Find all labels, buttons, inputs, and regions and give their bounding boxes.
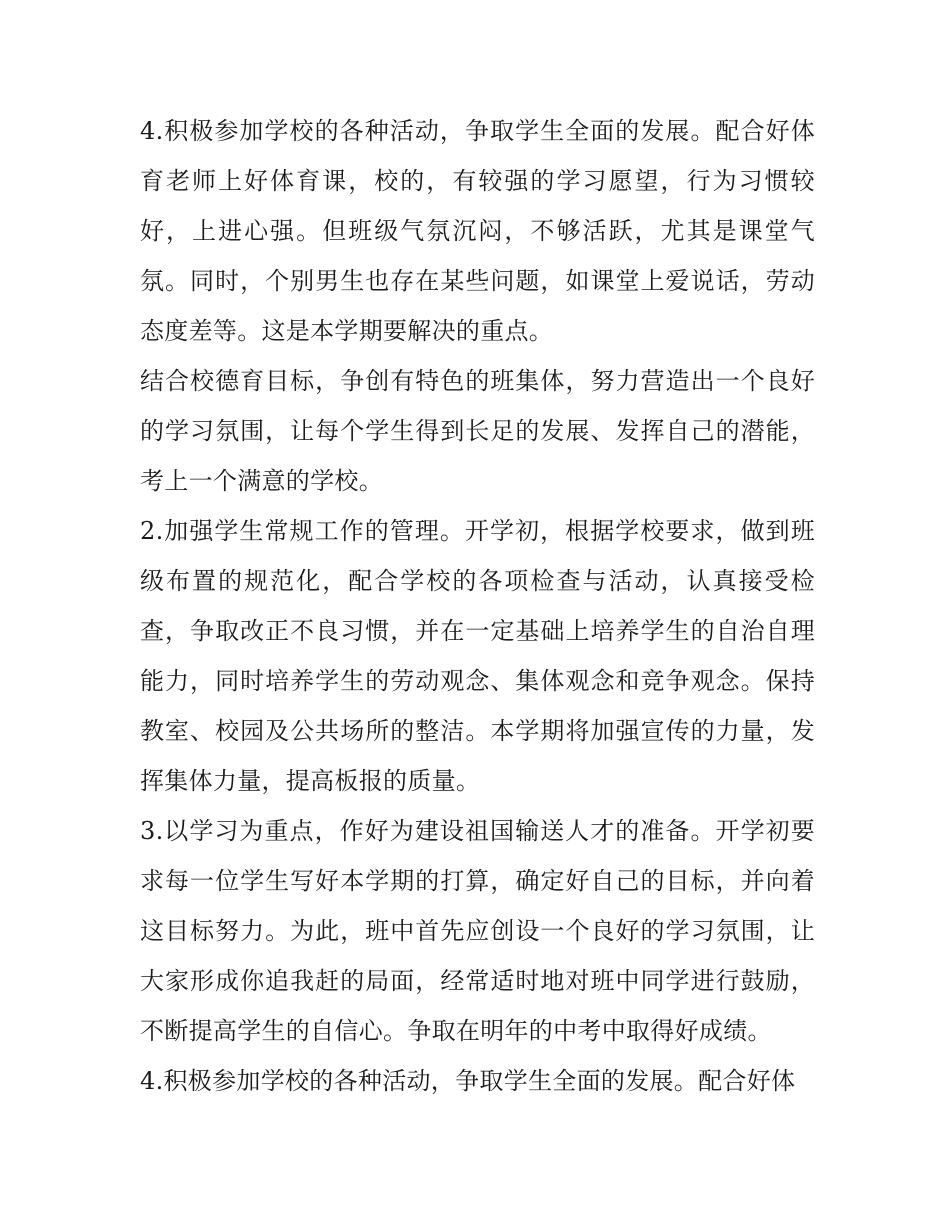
document-body xyxy=(140,106,815,1106)
paragraph-2: 结合校德育目标，争创有特色的班集体，努力营造出一个良好的学习氛围，让每个学生得到长足的发展、发挥自己的潜能，考上一个满意的学校。 xyxy=(140,367,815,495)
paragraph-1: 4.积极参加学校的各种活动，争取学生全面的发展。配合好体育老师上好体育课，校的，有较强的学习愿望，行为习惯较好，上进心强。但班级气氛沉闷，不够活跃，尤其是课堂气氛。同时，个别男生也存在某些问题，如课堂上爱说话，劳动态度差等。这是本学期要解决的重点。 xyxy=(140,117,815,345)
paragraph-5: 4.积极参加学校的各种活动，争取学生全面的发展。配合好体 xyxy=(140,1067,796,1095)
paragraph-4: 3.以学习为重点，作好为建设祖国输送人才的准备。开学初要求每一位学生写好本学期的打算，确定好自己的目标，并向着这目标努力。为此，班中首先应创设一个良好的学习氛围，让大家形成你追我赶的局面，经常适时地对班中同学进行鼓励，不断提高学生的自信心。争取在明年的中考中取得好成绩。 xyxy=(140,817,815,1045)
paragraph-3: 2.加强学生常规工作的管理。开学初，根据学校要求，做到班级布置的规范化，配合学校的各项检查与活动，认真接受检查，争取改正不良习惯，并在一定基础上培养学生的自治自理能力，同时培养学生的劳动观念、集体观念和竞争观念。保持教室、校园及公共场所的整洁。本学期将加强宣传的力量，发挥集体力量，提高板报的质量。 xyxy=(140,517,815,795)
